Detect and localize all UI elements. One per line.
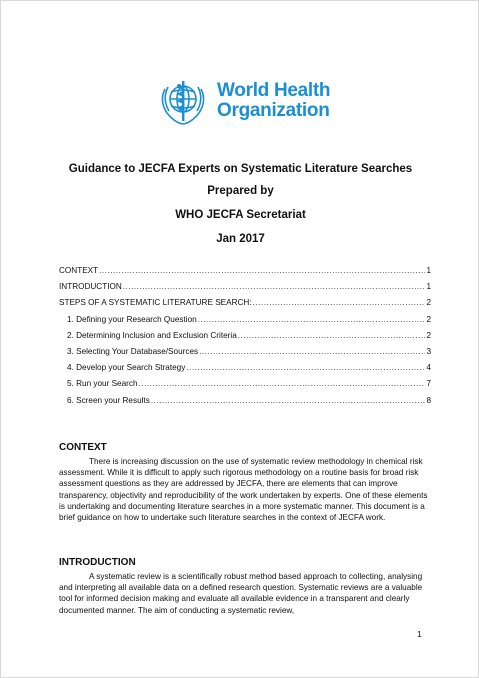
toc-entry-title: 3. Selecting Your Database/Sources [67,346,199,356]
prepared-by-label: Prepared by [207,185,274,197]
toc-entry[interactable] [59,331,431,347]
toc-leader-dots [123,282,426,291]
introduction-heading: INTRODUCTION [59,557,136,568]
toc-entry-title: CONTEXT [59,266,99,275]
context-body: There is increasing discussion on the use of systematic review methodology in chemical risk assessment. While it is difficult to apply such rigorous methodology on a routine basis for broad risk assessment questions as they are addressed by JECFA, there are elements that can improve transparency, objectivity and reproducibility of the work undertaken by experts. One of these elements is undertaking and documenting literature searches in a more systematic manner. This document is a brief guidance on how to undertake such literature searches in the context of JECFA work. [59,457,428,523]
toc-entry-title: INTRODUCTION [59,282,122,292]
toc-entry-title: 1. Defining your Research Question [67,314,197,324]
toc-leader-dots [186,363,425,372]
toc-entry[interactable] [59,282,431,298]
who-wordmark [217,81,330,121]
table-of-contents [59,266,431,412]
toc-entry-page: 4 [426,363,431,373]
toc-entry-page: 2 [426,314,431,324]
toc-entry-title: 2. Determining Inclusion and Exclusion Criteria [67,330,237,340]
context-paragraph [59,456,431,523]
toc-entry[interactable] [59,347,431,363]
logo-line-2: Organization [217,100,330,121]
logo-line-1: World Health [217,80,331,101]
toc-entry[interactable] [59,266,431,282]
toc-entry-page: 2 [426,330,431,340]
who-logo [155,75,335,129]
toc-entry-page: 1 [426,266,431,275]
introduction-paragraph [59,571,431,616]
who-emblem-icon [155,75,211,129]
toc-entry[interactable] [59,396,431,412]
document-date: Jan 2017 [216,233,265,245]
toc-entry-title: 5. Run your Search [67,379,138,389]
toc-entry[interactable] [59,363,431,379]
document-title: Guidance to JECFA Experts on Systematic Literature Searches [68,163,413,175]
author: WHO JECFA Secretariat [175,209,306,221]
context-heading: CONTEXT [59,442,107,453]
toc-leader-dots [253,298,426,307]
toc-entry-page: 2 [426,298,431,308]
toc-leader-dots [151,396,426,405]
toc-leader-dots [238,331,426,340]
toc-entry[interactable] [59,315,431,331]
toc-entry-page: 7 [426,379,431,389]
toc-entry[interactable] [59,298,431,314]
toc-entry-title: 6. Screen your Results [67,395,150,405]
toc-entry[interactable] [59,379,431,395]
toc-leader-dots [139,379,426,388]
toc-entry-page: 3 [426,346,431,356]
toc-entry-title: STEPS OF A SYSTEMATIC LITERATURE SEARCH: [59,298,252,308]
page-number: 1 [417,629,422,639]
toc-entry-page: 8 [426,395,431,405]
toc-leader-dots [99,266,425,275]
toc-entry-page: 1 [426,282,431,292]
toc-leader-dots [198,315,426,324]
introduction-body: A systematic review is a scientifically robust method based approach to collecting, analysing and interpreting all available data on a defined research question. Systematic reviews are a valuable tool for informed decision making and evaluate all available evidence in a transparent and clearly documented manner. The aim of conducting a systematic review, [59,572,423,615]
toc-leader-dots [199,347,425,356]
toc-entry-title: 4. Develop your Search Strategy [67,363,186,373]
